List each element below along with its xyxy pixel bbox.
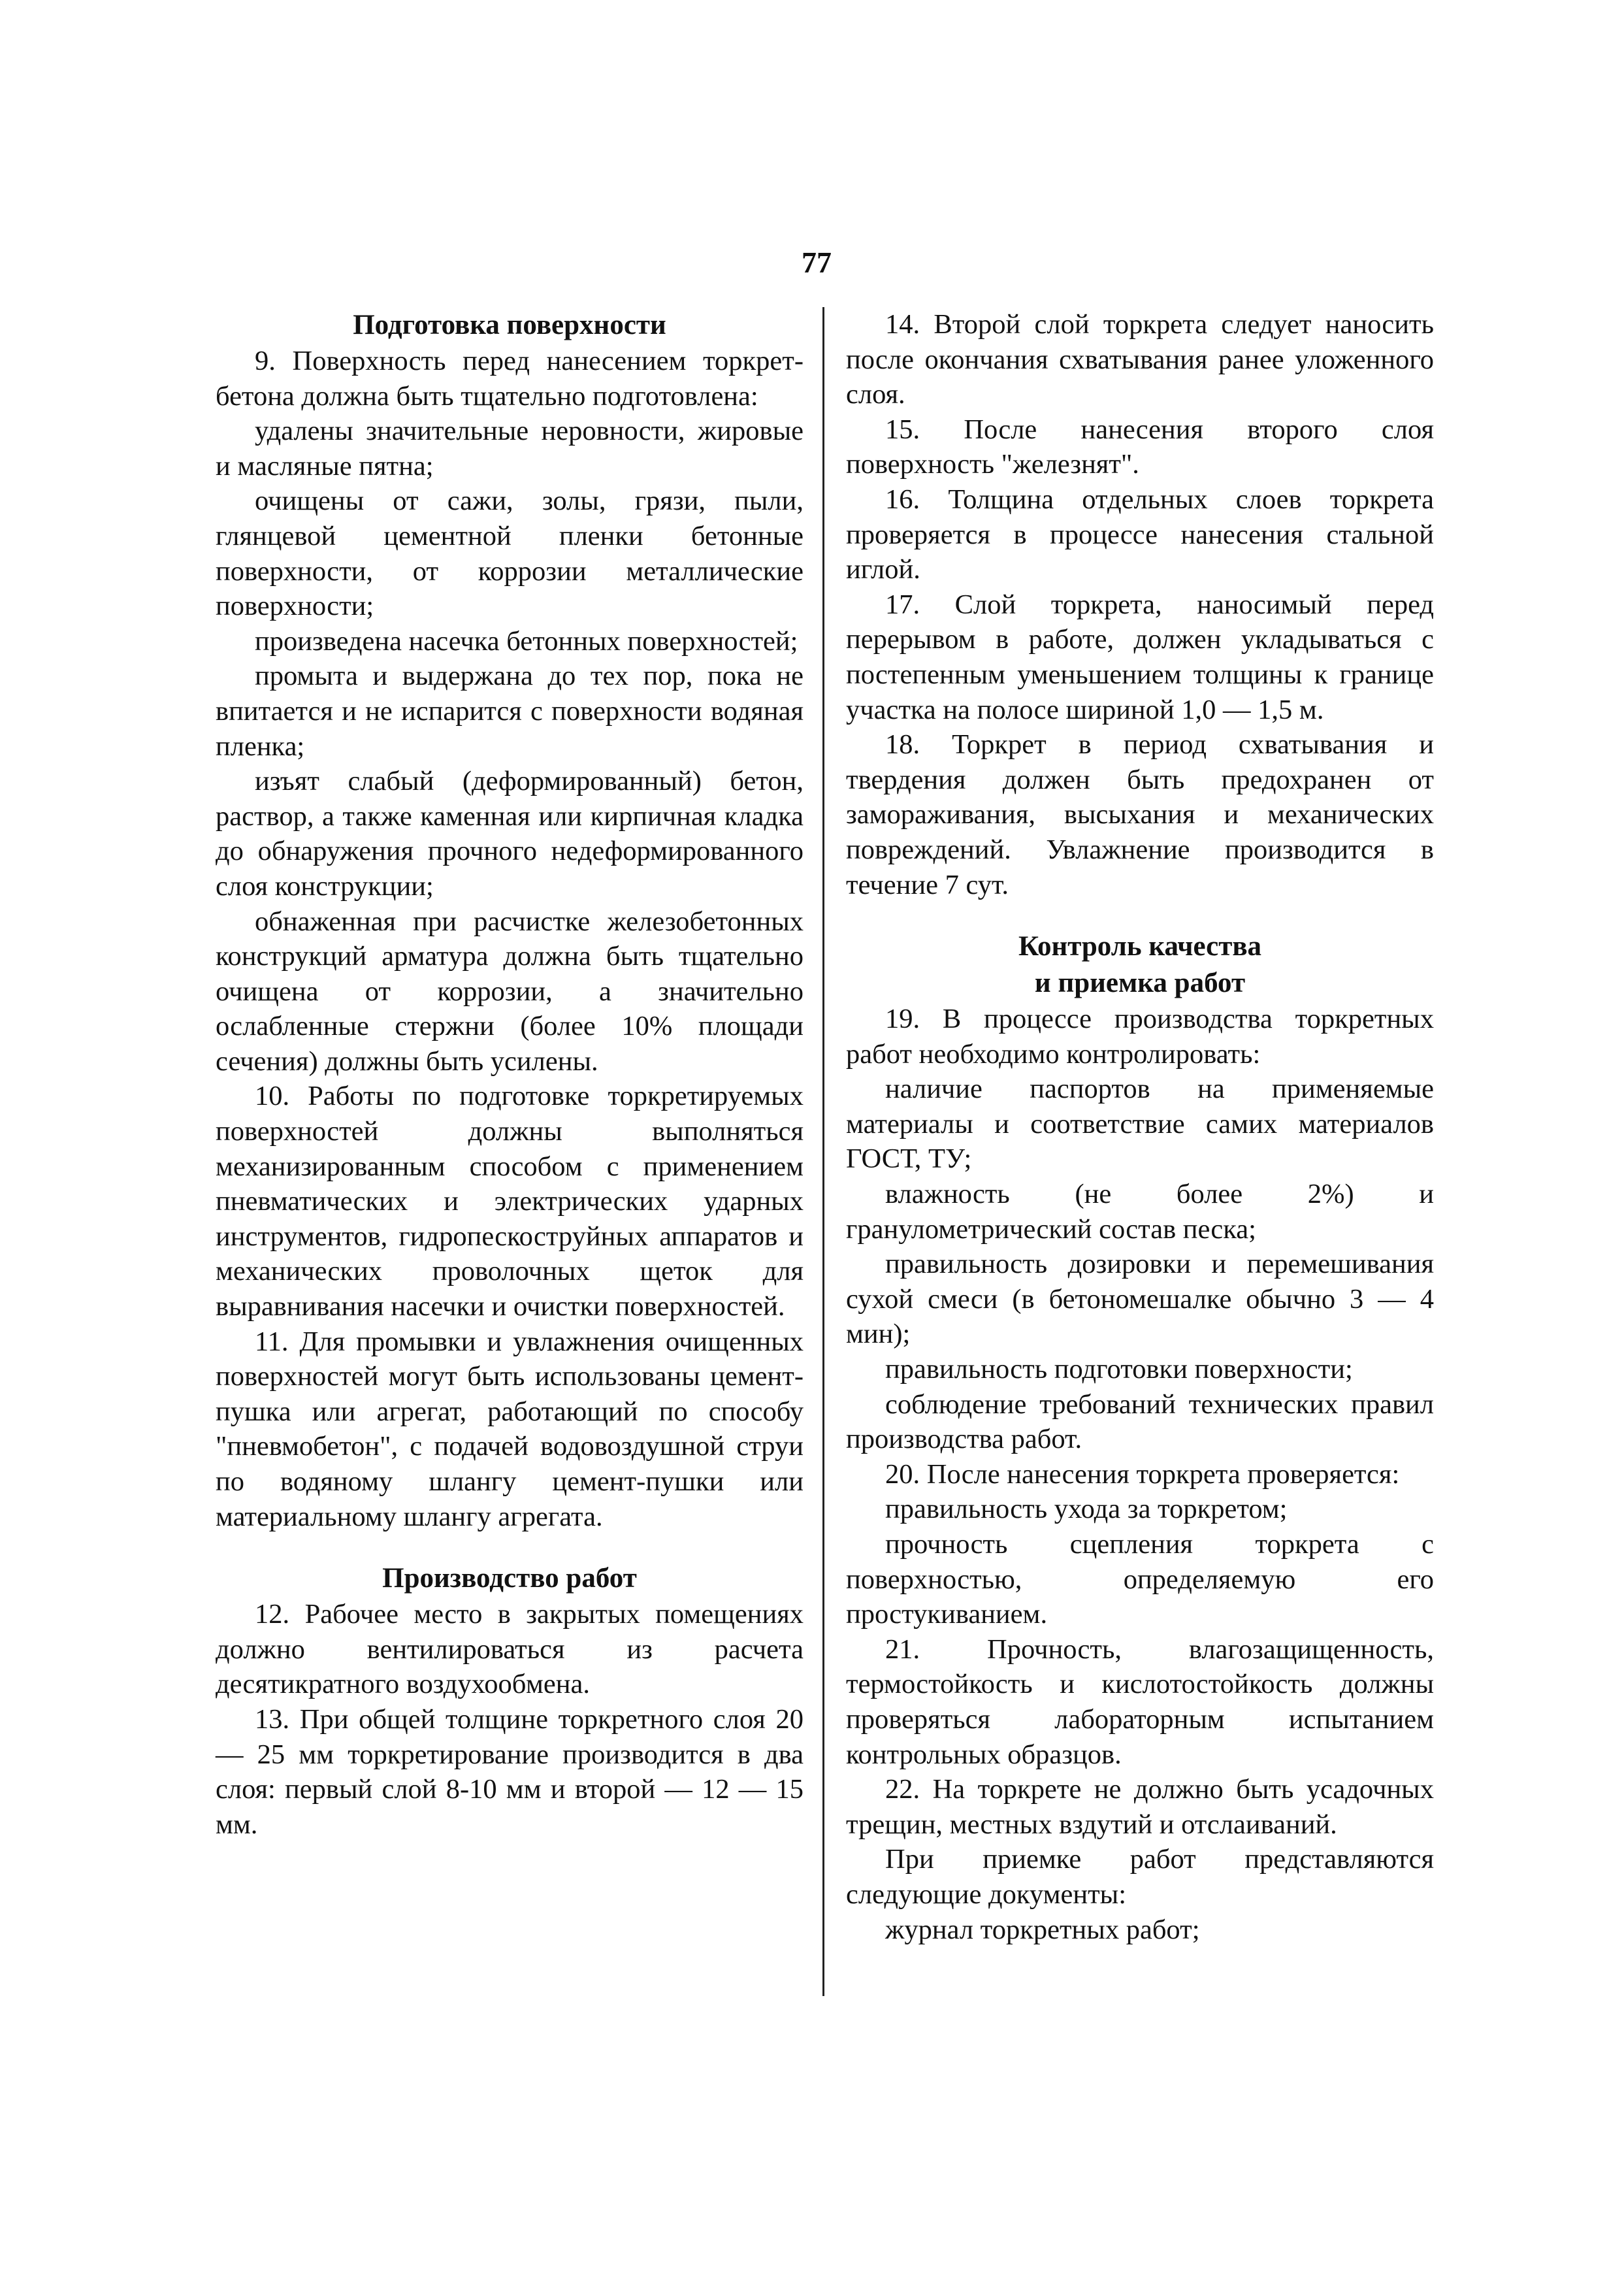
page-number: 77 — [802, 246, 832, 279]
paragraph-21: 21. Прочность, влагозащищенность, термостойкость и кислотостойкость должны проверяться лабораторным испытанием контрольных образцов. — [846, 1633, 1434, 1770]
column-divider — [822, 307, 824, 1996]
paragraph-20-item-b: прочность сцепления торкрета с поверхностью, определяемую его простукиванием. — [846, 1529, 1434, 1630]
paragraph-16: 16. Толщина отдельных слоев торкрета проверяется в процессе нанесения стальной иглой. — [846, 483, 1434, 585]
section-heading-surface-preparation: Подготовка поверхности — [353, 310, 666, 340]
paragraph-13: 13. При общей толщине торкретного слоя 20 — 25 мм торкретирование производится в два слоя: первый слой 8-10 мм и второй — 12 — 15 мм. — [216, 1703, 804, 1840]
paragraph-19-item-d: правильность подготовки поверхности; — [885, 1354, 1353, 1385]
paragraph-12: 12. Рабочее место в закрытых помещениях должно вентилироваться из расчета десятикратного воздухообмена. — [216, 1599, 804, 1700]
paragraph-9-item-f: обнаженная при расчистке железобетонных конструкций арматура должна быть тщательно очищена от коррозии, а значительно ослабленные стержни (более 10% площади сечения) должны быть усилены. — [216, 906, 804, 1077]
paragraph-9-item-b: очищены от сажи, золы, грязи, пыли, глянцевой цементной пленки бетонные поверхности, от коррозии металлические поверхности; — [216, 485, 804, 622]
paragraph-17: 17. Слой торкрета, наносимый перед перерывом в работе, должен укладываться с постепенным уменьшением толщины к границе участка на полосе шириной 1,0 — 1,5 м. — [846, 589, 1434, 725]
paragraph-9-item-d: промыта и выдержана до тех пор, пока не впитается и не испарится с поверхности водяная пленка; — [216, 661, 804, 762]
paragraph-19-item-e: соблюдение требований технических правил производства работ. — [846, 1388, 1434, 1455]
paragraph-20-item-a: правильность ухода за торкретом; — [885, 1494, 1288, 1525]
paragraph-19-item-a: наличие паспортов на применяемые материалы и соответствие самих материалов ГОСТ, ТУ; — [846, 1073, 1434, 1175]
paragraph-19-item-b: влажность (не более 2%) и гранулометрический состав песка; — [846, 1179, 1434, 1245]
paragraph-9-item-c: произведена насечка бетонных поверхностей; — [255, 625, 798, 657]
section-gap — [846, 902, 1434, 928]
paragraph-14: 14. Второй слой торкрета следует наносить после окончания схватывания ранее уложенного слоя. — [846, 309, 1434, 410]
paragraph-15: 15. После нанесения второго слоя поверхность "железнят". — [846, 414, 1434, 480]
paragraph-9: 9. Поверхность перед нанесением торкрет-бетона должна быть тщательно подготовлена: — [216, 346, 804, 412]
section-heading-quality-control-line-2: и приемка работ — [1034, 968, 1246, 999]
section-heading-quality-control-line-1: Контроль качества — [1018, 931, 1262, 962]
paragraph-18: 18. Торкрет в период схватывания и твердения должен быть предохранен от замораживания, высыхания и механических повреждений. Увлажнение производится в течение 7 сут. — [846, 729, 1434, 900]
paragraph-19-item-c: правильность дозировки и перемешивания сухой смеси (в бетономешалке обычно 3 — 4 мин); — [846, 1249, 1434, 1350]
paragraph-19: 19. В процессе производства торкретных работ необходимо контролировать: — [846, 1004, 1434, 1070]
section-gap — [216, 1534, 804, 1560]
paragraph-22-item-journal: журнал торкретных работ; — [885, 1914, 1200, 1945]
paragraph-20: 20. После нанесения торкрета проверяется: — [885, 1458, 1400, 1490]
paragraph-22: 22. На торкрете не должно быть усадочных трещин, местных вздутий и отслаиваний. — [846, 1774, 1434, 1840]
paragraph-9-item-a: удалены значительные неровности, жировые и масляные пятна; — [216, 416, 804, 482]
right-column — [846, 307, 1434, 1947]
paragraph-11: 11. Для промывки и увлажнения очищенных поверхностей могут быть использованы цемент-пушка или агрегат, работающий по способу "пневмобетон", с подачей водовоздушной струи по водяному шлангу цемент-пушки или материальному шлангу агрегата. — [216, 1326, 804, 1532]
section-heading-work-execution: Производство работ — [382, 1563, 637, 1594]
paragraph-10: 10. Работы по подготовке торкретируемых поверхностей должны выполняться механизированным способом с применением пневматических и электрических ударных инструментов, гидропескоструйных аппаратов и механических проволочных щеток для выравнивания насечки и очистки поверхностей. — [216, 1081, 804, 1322]
paragraph-9-item-e: изъят слабый (деформированный) бетон, раствор, а также каменная или кирпичная кладка до обнаружения прочного недеформированного слоя конструкции; — [216, 766, 804, 902]
left-column — [216, 307, 804, 1842]
paragraph-22-documents-intro: При приемке работ представляются следующие документы: — [846, 1844, 1434, 1910]
section-heading-quality-control — [846, 928, 1434, 1002]
